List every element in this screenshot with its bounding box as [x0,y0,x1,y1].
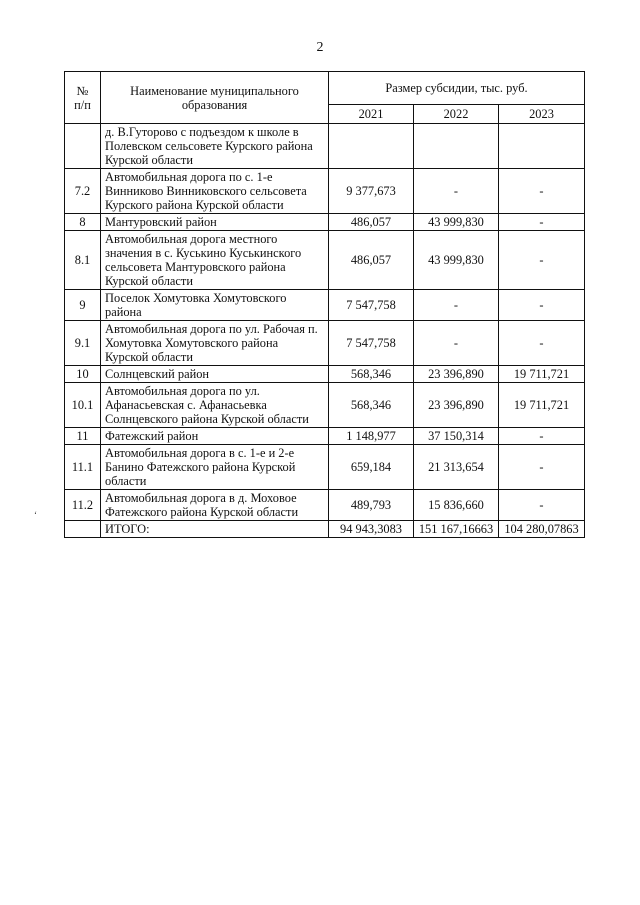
value-2022: - [414,169,499,214]
row-number: 10.1 [65,383,101,428]
value-2023: - [499,214,585,231]
value-2023: - [499,445,585,490]
value-2021: 568,346 [329,383,414,428]
value-2021: 659,184 [329,445,414,490]
table-row [65,383,585,428]
value-2022: 43 999,830 [414,214,499,231]
value-2021: 568,346 [329,366,414,383]
value-2021: 486,057 [329,214,414,231]
row-number: 10 [65,366,101,383]
header-year-2023: 2023 [499,105,585,124]
row-number [65,124,101,169]
value-2023: - [499,169,585,214]
row-number: 7.2 [65,169,101,214]
table-row [65,428,585,445]
value-2022: 23 396,890 [414,383,499,428]
value-2021: 489,793 [329,490,414,521]
row-name: Автомобильная дорога по ул. Афанасьевская с. Афанасьевка Солнцевского района Курской области [101,383,329,428]
page-number: 2 [316,40,324,55]
value-2022: 23 396,890 [414,366,499,383]
value-2021: 486,057 [329,231,414,290]
margin-mark: ‘ [34,510,37,520]
row-number: 11 [65,428,101,445]
value-2023: 19 711,721 [499,383,585,428]
value-2022: - [414,321,499,366]
value-2023: - [499,428,585,445]
row-name: Мантуровский район [101,214,329,231]
value-2022: 43 999,830 [414,231,499,290]
value-2022: 15 836,660 [414,490,499,521]
table-row [65,445,585,490]
row-name: Поселок Хомутовка Хомутовского района [101,290,329,321]
row-number: 8 [65,214,101,231]
row-number: 11.1 [65,445,101,490]
total-2023: 104 280,07863 [499,521,585,538]
total-row [65,521,585,538]
row-name: Автомобильная дорога по ул. Рабочая п. Хомутовка Хомутовского района Курской области [101,321,329,366]
table-row [65,124,585,169]
value-2022 [414,124,499,169]
value-2021: 7 547,758 [329,290,414,321]
table-row [65,214,585,231]
row-name: Автомобильная дорога в д. Моховое Фатежского района Курской области [101,490,329,521]
value-2023: - [499,231,585,290]
header-num: № п/п [65,72,101,124]
total-row-number [65,521,101,538]
table-row [65,366,585,383]
header-year-2021: 2021 [329,105,414,124]
total-2021: 94 943,3083 [329,521,414,538]
value-2023: 19 711,721 [499,366,585,383]
value-2023 [499,124,585,169]
value-2021: 7 547,758 [329,321,414,366]
row-number: 9.1 [65,321,101,366]
total-label: ИТОГО: [101,521,329,538]
row-name: д. В.Гуторово с подъездом к школе в Полевском сельсовете Курского района Курской области [101,124,329,169]
table-row [65,490,585,521]
row-name: Автомобильная дорога местного значения в с. Куськино Куськинского сельсовета Мантуровского района Курской области [101,231,329,290]
row-number: 11.2 [65,490,101,521]
header-subsidy-size: Размер субсидии, тыс. руб. [329,72,585,105]
subsidy-table [64,71,585,538]
value-2023: - [499,321,585,366]
row-name: Солнцевский район [101,366,329,383]
header-year-2022: 2022 [414,105,499,124]
row-name: Фатежский район [101,428,329,445]
value-2022: 21 313,654 [414,445,499,490]
value-2021 [329,124,414,169]
row-number: 8.1 [65,231,101,290]
row-name: Автомобильная дорога в с. 1-е и 2-е Банино Фатежского района Курской области [101,445,329,490]
total-2022: 151 167,16663 [414,521,499,538]
header-name: Наименование муниципального образования [101,72,329,124]
value-2022: 37 150,314 [414,428,499,445]
table-row [65,290,585,321]
value-2023: - [499,290,585,321]
value-2023: - [499,490,585,521]
row-name: Автомобильная дорога по с. 1-е Винниково Винниковского сельсовета Курского района Курской области [101,169,329,214]
value-2021: 1 148,977 [329,428,414,445]
table-row [65,321,585,366]
value-2022: - [414,290,499,321]
table-row [65,231,585,290]
value-2021: 9 377,673 [329,169,414,214]
table-row [65,169,585,214]
row-number: 9 [65,290,101,321]
